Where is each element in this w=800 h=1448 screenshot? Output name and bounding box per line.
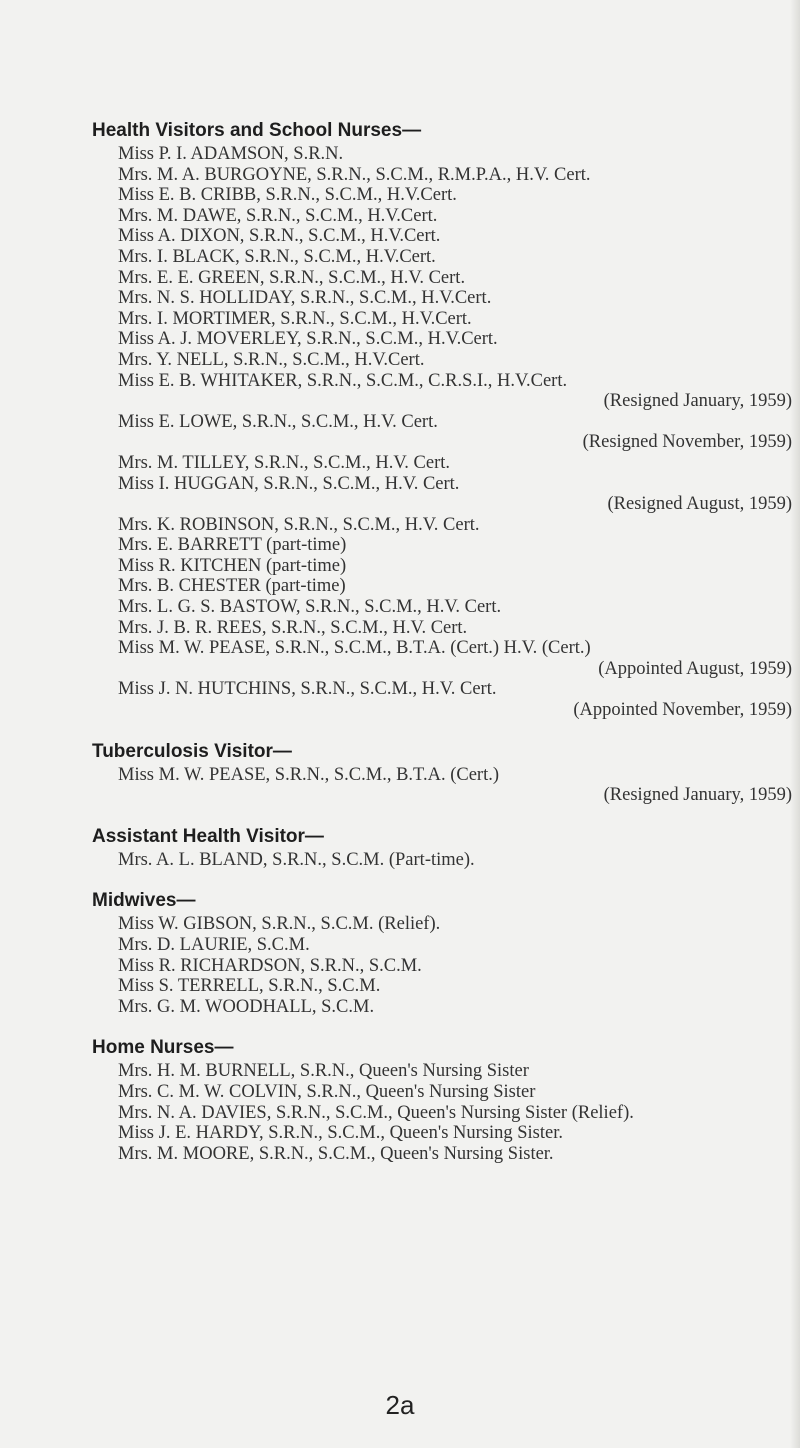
staff-entry: Miss W. GIBSON, S.R.N., S.C.M. (Relief). (118, 914, 441, 935)
entry-list (92, 765, 792, 806)
staff-entry: Miss J. N. HUTCHINS, S.R.N., S.C.M., H.V. Cert. (118, 679, 497, 700)
staff-entry: Miss R. KITCHEN (part-time) (118, 555, 347, 576)
entry-list (92, 144, 792, 721)
staff-entry: Mrs. B. CHESTER (part-time) (118, 576, 346, 597)
staff-entry: Mrs. K. ROBINSON, S.R.N., S.C.M., H.V. Cert. (118, 514, 480, 535)
staff-entry: Miss E. B. WHITAKER, S.R.N., S.C.M., C.R.S.I., H.V.Cert. (118, 370, 568, 391)
section-heading: Midwives— (92, 890, 196, 912)
staff-entry: Miss E. LOWE, S.R.N., S.C.M., H.V. Cert. (118, 411, 438, 432)
staff-entry: Mrs. M. DAWE, S.R.N., S.C.M., H.V.Cert. (118, 205, 438, 226)
staff-entry: Mrs. M. TILLEY, S.R.N., S.C.M., H.V. Cert. (118, 452, 451, 473)
section-heading: Assistant Health Visitor— (92, 825, 324, 847)
section-heading: Home Nurses— (92, 1037, 234, 1059)
staff-entry: Mrs. A. L. BLAND, S.R.N., S.C.M. (Part-time). (118, 849, 475, 870)
staff-entry: Mrs. C. M. W. COLVIN, S.R.N., Queen's Nursing Sister (118, 1081, 536, 1102)
staff-entry: Mrs. G. M. WOODHALL, S.C.M. (118, 996, 375, 1017)
staff-entry: Miss M. W. PEASE, S.R.N., S.C.M., B.T.A. (Cert.) (118, 764, 500, 785)
staff-entry: Miss R. RICHARDSON, S.R.N., S.C.M. (118, 955, 422, 976)
staff-entry: Mrs. L. G. S. BASTOW, S.R.N., S.C.M., H.V. Cert. (118, 597, 502, 618)
staff-entry: Miss S. TERRELL, S.R.N., S.C.M. (118, 976, 381, 997)
entry-note: (Resigned January, 1959) (603, 391, 792, 412)
staff-entry: Mrs. H. M. BURNELL, S.R.N., Queen's Nursing Sister (118, 1061, 529, 1082)
staff-entry: Miss E. B. CRIBB, S.R.N., S.C.M., H.V.Cert. (118, 185, 457, 206)
staff-entry: Miss A. J. MOVERLEY, S.R.N., S.C.M., H.V.Cert. (118, 329, 498, 350)
staff-entry: Mrs. J. B. R. REES, S.R.N., S.C.M., H.V. Cert. (118, 617, 468, 638)
staff-entry: Mrs. N. A. DAVIES, S.R.N., S.C.M., Queen's Nursing Sister (Relief). (118, 1102, 634, 1123)
entry-list (92, 914, 792, 1017)
staff-entry: Mrs. M. MOORE, S.R.N., S.C.M., Queen's Nursing Sister. (118, 1143, 554, 1164)
staff-entry: Mrs. I. MORTIMER, S.R.N., S.C.M., H.V.Cert. (118, 308, 472, 329)
staff-entry: Miss P. I. ADAMSON, S.R.N. (118, 144, 344, 164)
entry-note: (Resigned November, 1959) (582, 432, 792, 453)
entry-note: (Appointed August, 1959) (598, 658, 792, 679)
staff-entry: Miss I. HUGGAN, S.R.N., S.C.M., H.V. Cert. (118, 473, 460, 494)
staff-entry: Mrs. I. BLACK, S.R.N., S.C.M., H.V.Cert. (118, 246, 436, 267)
entry-note: (Resigned January, 1959) (603, 785, 792, 806)
staff-section (92, 824, 792, 871)
staff-section (92, 118, 792, 721)
staff-section (92, 888, 792, 1017)
entry-list (92, 1061, 792, 1164)
staff-entry: Mrs. Y. NELL, S.R.N., S.C.M., H.V.Cert. (118, 349, 425, 370)
staff-entry: Mrs. D. LAURIE, S.C.M. (118, 935, 310, 955)
staff-section (92, 739, 792, 806)
entry-note: (Appointed November, 1959) (573, 700, 792, 721)
page-number: 2a (385, 1390, 415, 1420)
section-heading: Tuberculosis Visitor— (92, 740, 292, 762)
staff-entry: Miss M. W. PEASE, S.R.N., S.C.M., B.T.A. (Cert.) H.V. (Cert.) (118, 638, 591, 659)
staff-entry: Mrs. E. BARRETT (part-time) (118, 535, 347, 556)
section-heading: Health Visitors and School Nurses— (92, 120, 422, 141)
staff-entry: Mrs. E. E. GREEN, S.R.N., S.C.M., H.V. Cert. (118, 267, 466, 288)
staff-entry: Mrs. M. A. BURGOYNE, S.R.N., S.C.M., R.M.P.A., H.V. Cert. (118, 164, 591, 185)
staff-entry: Miss A. DIXON, S.R.N., S.C.M., H.V.Cert. (118, 226, 441, 247)
staff-entry: Miss J. E. HARDY, S.R.N., S.C.M., Queen's Nursing Sister. (118, 1123, 563, 1144)
staff-list (92, 118, 792, 1182)
staff-entry: Mrs. N. S. HOLLIDAY, S.R.N., S.C.M., H.V.Cert. (118, 288, 492, 309)
entry-list (92, 850, 792, 871)
staff-section (92, 1035, 792, 1164)
entry-note: (Resigned August, 1959) (607, 494, 792, 515)
